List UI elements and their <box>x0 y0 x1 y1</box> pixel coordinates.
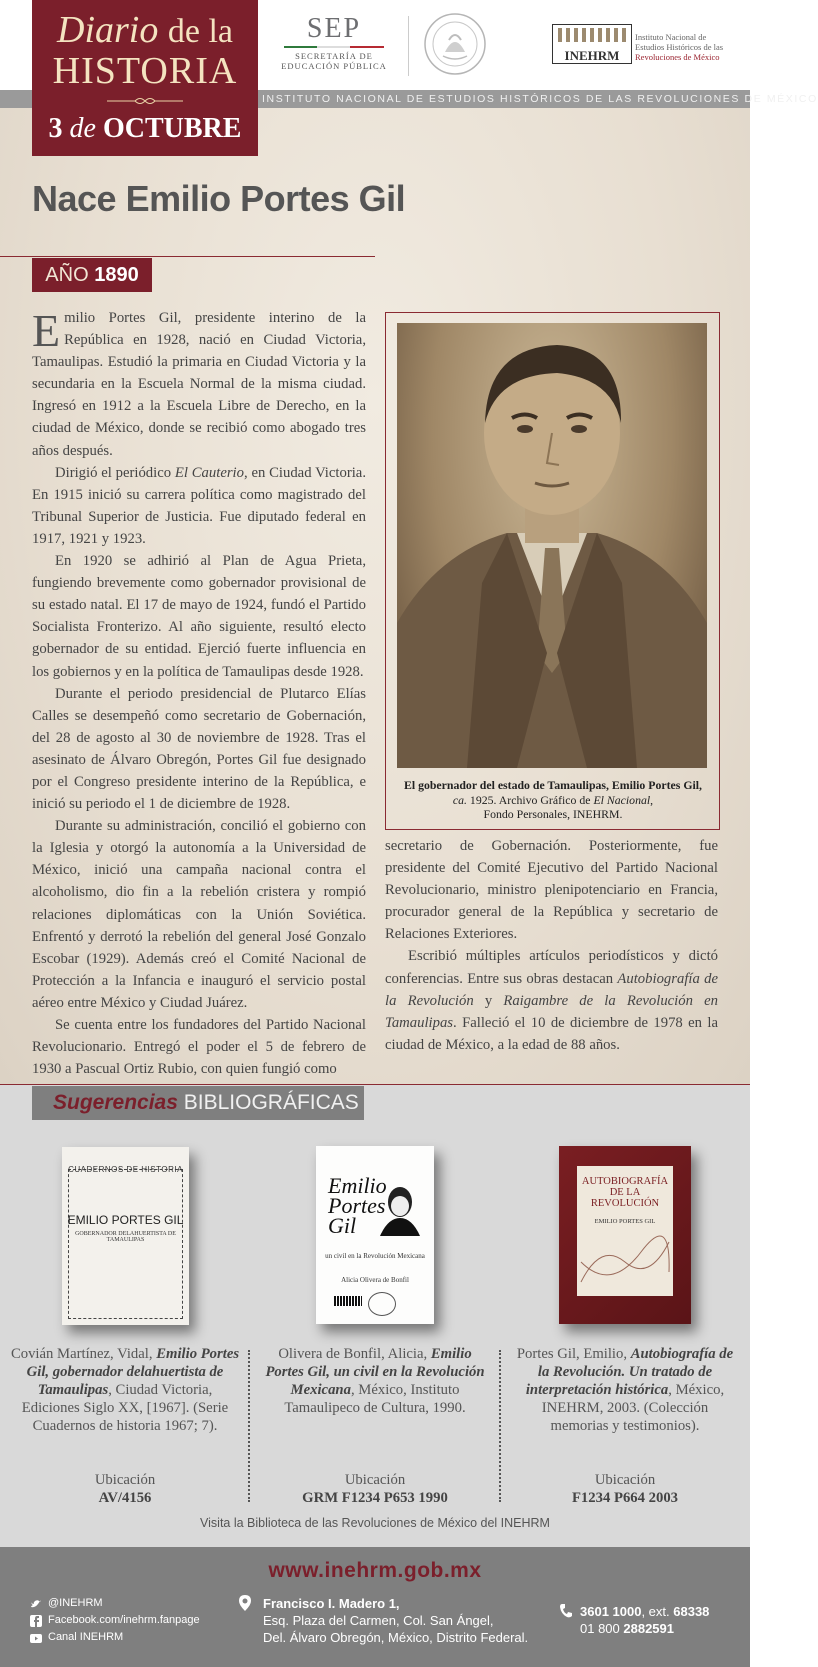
inehrm-name: INEHRM <box>564 48 620 63</box>
book-cover-1[interactable]: CUADERNOS DE HISTORIA EMILIO PORTES GIL GOBERNADOR DELAHUERTISTA DE TAMAULIPAS <box>62 1147 189 1325</box>
portrait-photo <box>397 323 707 768</box>
national-seal-icon <box>423 12 487 76</box>
book-1-location: Ubicación AV/4156 <box>94 1472 156 1506</box>
library-visit-note: Visita la Biblioteca de las Revoluciones de México del INEHRM <box>200 1516 550 1530</box>
phone-icon <box>560 1604 572 1618</box>
paragraph-1: Emilio Portes Gil, presidente interino de la República en 1928, nació en Ciudad Victoria, Tamaulipas. Estudió la primaria en Ciudad Victoria y la secundaria en la Escuela Normal de la misma ciudad. Ingresó en 1912 a la Escuela Libre de Derecho, en la ciudad de México, donde se recibió como abogado tres años después. <box>32 305 366 459</box>
institute-strip-text: INSTITUTO NACIONAL DE ESTUDIOS HISTÓRICOS DE LAS REVOLUCIONES DE MÉXICO <box>262 93 818 105</box>
twitter-link[interactable]: @INEHRM <box>30 1595 230 1612</box>
social-links <box>30 1595 230 1646</box>
twitter-icon <box>30 1598 42 1610</box>
article-title: Nace Emilio Portes Gil <box>32 178 406 219</box>
photo-frame <box>385 312 720 830</box>
dotted-divider <box>499 1350 501 1502</box>
youtube-icon <box>30 1632 42 1644</box>
portrait-sketch-icon <box>378 1182 422 1236</box>
book-2-reference: Olivera de Bonfil, Alicia, Emilio Portes Gil, un civil en la Revolución Mexicana, México, Instituto Tamaulipeco de Cultura, 1990. <box>265 1346 485 1416</box>
inehrm-description: Instituto Nacional de Estudios Históricos de las Revoluciones de México <box>635 32 724 62</box>
location-pin-icon <box>239 1595 251 1611</box>
website-link[interactable]: www.inehrm.gob.mx <box>268 1559 482 1582</box>
footer <box>0 1547 750 1667</box>
inehrm-logo <box>552 24 742 68</box>
book-2-location: Ubicación GRM F1234 P653 1990 <box>302 1472 448 1506</box>
portrait-figure <box>397 323 707 768</box>
paragraph-6: Se cuenta entre los fundadores del Partido Nacional Revolucionario. Entregó el poder el 5 de febrero de 1930 a Pascual Ortiz Rubio, con quien fungió como <box>32 1017 366 1078</box>
book-3-location: Ubicación F1234 P664 2003 <box>571 1472 679 1506</box>
cover-scribble-art-icon <box>581 1232 669 1292</box>
sep-logo: SEP SECRETARÍA DE EDUCACIÓN PÚBLICA <box>281 13 387 71</box>
brand-date: 3 de OCTUBRE <box>48 113 242 144</box>
paragraph-3: En 1920 se adhirió al Plan de Agua Prieta, fungiendo brevemente como gobernador provisional de su estado natal. El 17 de mayo de 1924, fundó el Partido Socialista Fronterizo. Al año siguiente, resultó electo gobernador de su entidad. Ejerció fuerte influencia en los gobiernos y en la política de Tamaulipas desde 1928. <box>32 553 366 680</box>
suggestions-heading: Sugerencias BIBLIOGRÁFICAS <box>32 1086 364 1120</box>
drop-cap: E <box>32 305 61 356</box>
facebook-icon <box>30 1615 42 1627</box>
photo-caption: El gobernador del estado de Tamaulipas, Emilio Portes Gil, ca. 1925. Archivo Gráfico de El Nacional, Fondo Personales, INEHRM. <box>403 778 702 821</box>
logo-divider <box>408 16 409 76</box>
paragraph-7: Escribió múltiples artículos periodísticos y dictó conferencias. Entre sus obras destacan Autobiografía de la Revolución y Raigambre de la Revolución en Tamaulipas. Falleció el 10 de diciembre de 1978 en la ciudad de México, a la edad de 88 años. <box>385 948 718 1053</box>
facebook-link[interactable]: Facebook.com/inehrm.fanpage <box>30 1612 230 1629</box>
barcode-icon <box>334 1296 362 1306</box>
sep-tricolor-line <box>284 46 384 48</box>
year-badge: AÑO 1890 <box>32 258 152 292</box>
publisher-seal-icon <box>368 1292 396 1316</box>
address: Francisco I. Madero 1, Esq. Plaza del Carmen, Col. San Ángel, Del. Álvaro Obregón, México, Distrito Federal. <box>243 1595 533 1646</box>
phone-numbers: 3601 1000, ext. 68338 01 800 2882591 <box>560 1603 750 1637</box>
brand-title-line2: HISTORIA <box>52 50 238 92</box>
brand-title-line1: Diario de la <box>57 9 233 51</box>
diario-de-la-historia-logo <box>32 0 258 156</box>
paragraph-4: Durante el periodo presidencial de Plutarco Elías Calles se desempeñó como secretario de Gobernación, del 28 de agosto al 30 de noviembre de 1928. Tras el asesinato de Álvaro Obregón, Portes Gil fue designado por el Congreso presidente interino de la República, e inició su periodo el 1 de diciembre de 1928. <box>32 685 366 813</box>
paragraph-5: Durante su administración, concilió el gobierno con la Iglesia y otorgó la autonomía a la Universidad de México, inició una campaña nacional contra el alcoholismo, dio fin a la rebelión cristera y rompió relaciones diplomáticas con la Unión Soviética. Enfrentó y derrotó la rebelión del general José Gonzalo Escobar (1929). Además creó el Comité Nacional de Protección a la Infancia e inauguró el servicio postal aéreo entre México y Ciudad Juárez. <box>32 818 366 1011</box>
flourish-ornament-icon <box>105 96 185 106</box>
article-column-right <box>385 835 718 1056</box>
title-rule <box>0 256 375 257</box>
book-cover-2[interactable]: Emilio Portes Gil un civil en la Revolución Mexicana Alicia Olivera de Bonfil <box>316 1146 434 1324</box>
book-cover-3[interactable]: AUTOBIOGRAFÍA DE LA REVOLUCIÓN EMILIO PORTES GIL <box>559 1146 691 1324</box>
paragraph-6-continued: secretario de Gobernación. Posteriormente, fue presidente del Comité Ejecutivo del Partido Nacional Revolucionario, ministro plenipotenciario en Francia, procurador general de la República y secretario de Relaciones Exteriores. <box>385 838 718 943</box>
dotted-divider <box>248 1350 250 1502</box>
article-column-left <box>32 307 366 1080</box>
paragraph-2: Dirigió el periódico El Cauterio, en Ciudad Victoria. En 1915 inició su carrera política como magistrado del Tribunal Superior de Justicia. Fue diputado federal en 1917, 1921 y 1923. <box>32 464 366 547</box>
youtube-link[interactable]: Canal INEHRM <box>30 1629 230 1646</box>
book-1-reference: Covián Martínez, Vidal, Emilio Portes Gil, gobernador delahuertista de Tamaulipas, Ciudad Victoria, Ediciones Siglo XX, [1967]. (Serie Cuadernos de historia 1967; 7). <box>10 1346 240 1434</box>
book-3-reference: Portes Gil, Emilio, Autobiografía de la Revolución. Un tratado de interpretación histórica, México, INEHRM, 2003. (Colección memorias y testimonios). <box>516 1346 734 1434</box>
